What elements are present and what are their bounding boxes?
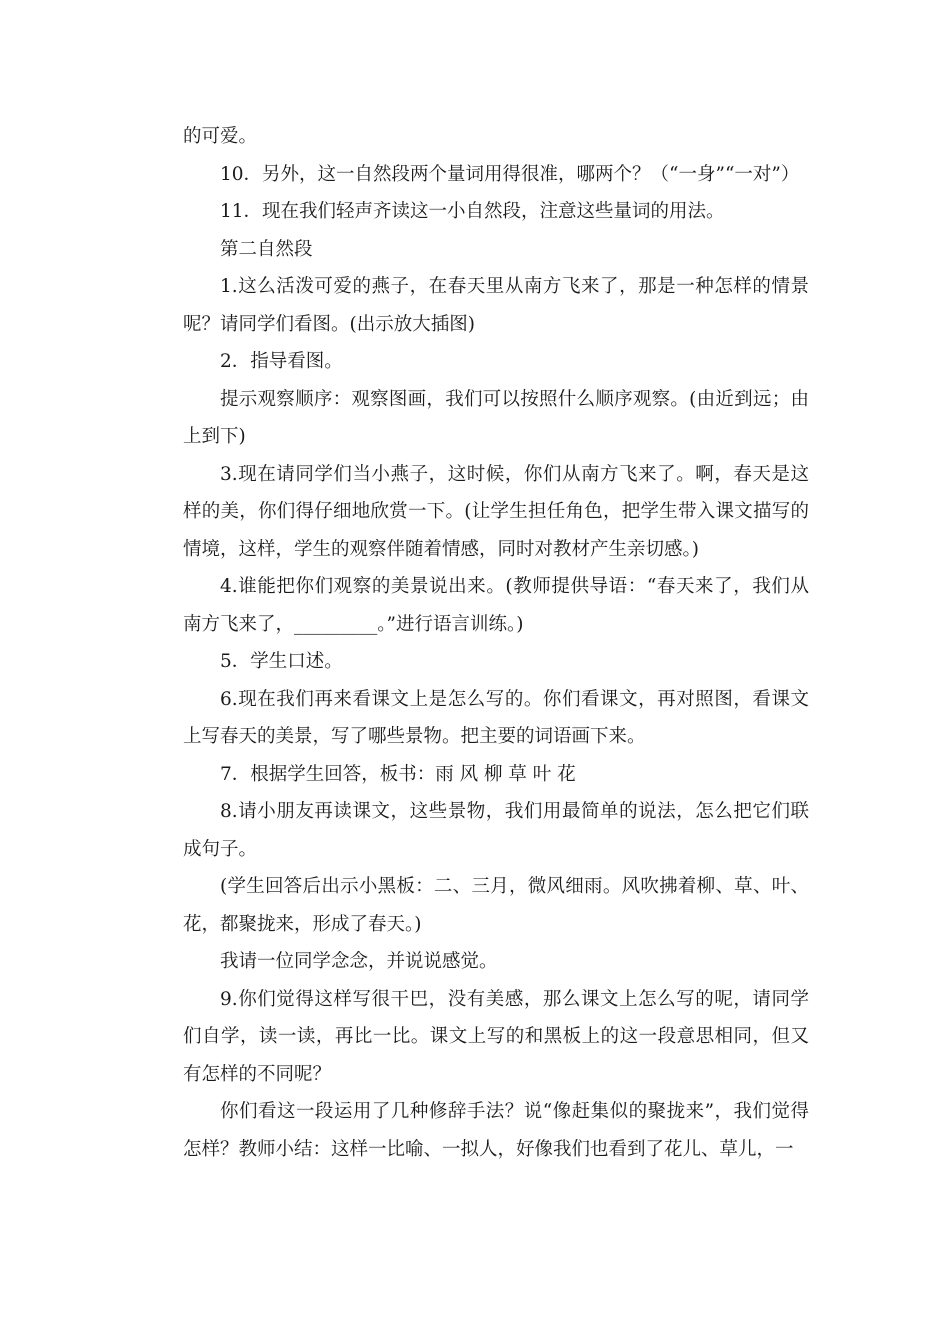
paragraph-continuation: 的可爱。 xyxy=(183,126,258,147)
paragraph-item-1: 1.这么活泼可爱的燕子，在春天里从南方飞来了，那是一种怎样的情景呢？请同学们看图。(出示放大插图) xyxy=(183,276,809,335)
paragraph-item-8: 8.请小朋友再读课文，这些景物，我们用最简单的说法，怎么把它们联成句子。 xyxy=(183,801,809,860)
paragraph-item-6: 6.现在我们再来看课文上是怎么写的。你们看课文，再对照图，看课文上写春天的美景，写了哪些景物。把主要的词语画下来。 xyxy=(183,688,809,747)
paragraph-blackboard-note: (学生回答后出示小黑板：二、三月，微风细雨。风吹拂着柳、草、叶、花，都聚拢来，形成了春天。) xyxy=(183,876,809,935)
paragraph-item-5: 5．学生口述。 xyxy=(220,651,343,672)
paragraph-item-9: 9.你们觉得这样写很干巴，没有美感，那么课文上怎么写的呢，请同学们自学，读一读，再比一比。课文上写的和黑板上的这一段意思相同，但又有怎样的不同呢？ xyxy=(183,988,809,1085)
paragraph-item-7: 7．根据学生回答，板书：雨 风 柳 草 叶 花 xyxy=(220,763,576,785)
paragraph-item-11: 11．现在我们轻声齐读这一小自然段，注意这些量词的用法。 xyxy=(220,201,725,222)
paragraph-rhetoric: 你们看这一段运用了几种修辞手法？说“像赶集似的聚拢来”，我们觉得怎样？教师小结：这样一比喻、一拟人，好像我们也看到了花儿、草儿，一 xyxy=(183,1101,809,1160)
paragraph-item-4: 4.谁能把你们观察的美景说出来。(教师提供导语：“春天来了，我们从南方飞来了，_________。”进行语言训练。) xyxy=(183,576,809,635)
document-body xyxy=(183,118,809,1168)
paragraph-item-10: 10．另外，这一自然段两个量词用得很准，哪两个？（“一身”“一对”） xyxy=(220,163,800,185)
paragraph-hint: 提示观察顺序：观察图画，我们可以按照什么顺序观察。(由近到远；由上到下) xyxy=(183,388,809,447)
section-heading: 第二自然段 xyxy=(220,238,313,260)
paragraph-item-3: 3.现在请同学们当小燕子，这时候，你们从南方飞来了。啊，春天是这样的美，你们得仔细地欣赏一下。(让学生担任角色，把学生带入课文描写的情境，这样，学生的观察伴随着情感，同时对教材产生亲切感。) xyxy=(183,463,809,560)
paragraph-item-2: 2．指导看图。 xyxy=(220,351,343,372)
paragraph-read-aloud: 我请一位同学念念，并说说感觉。 xyxy=(220,951,498,972)
